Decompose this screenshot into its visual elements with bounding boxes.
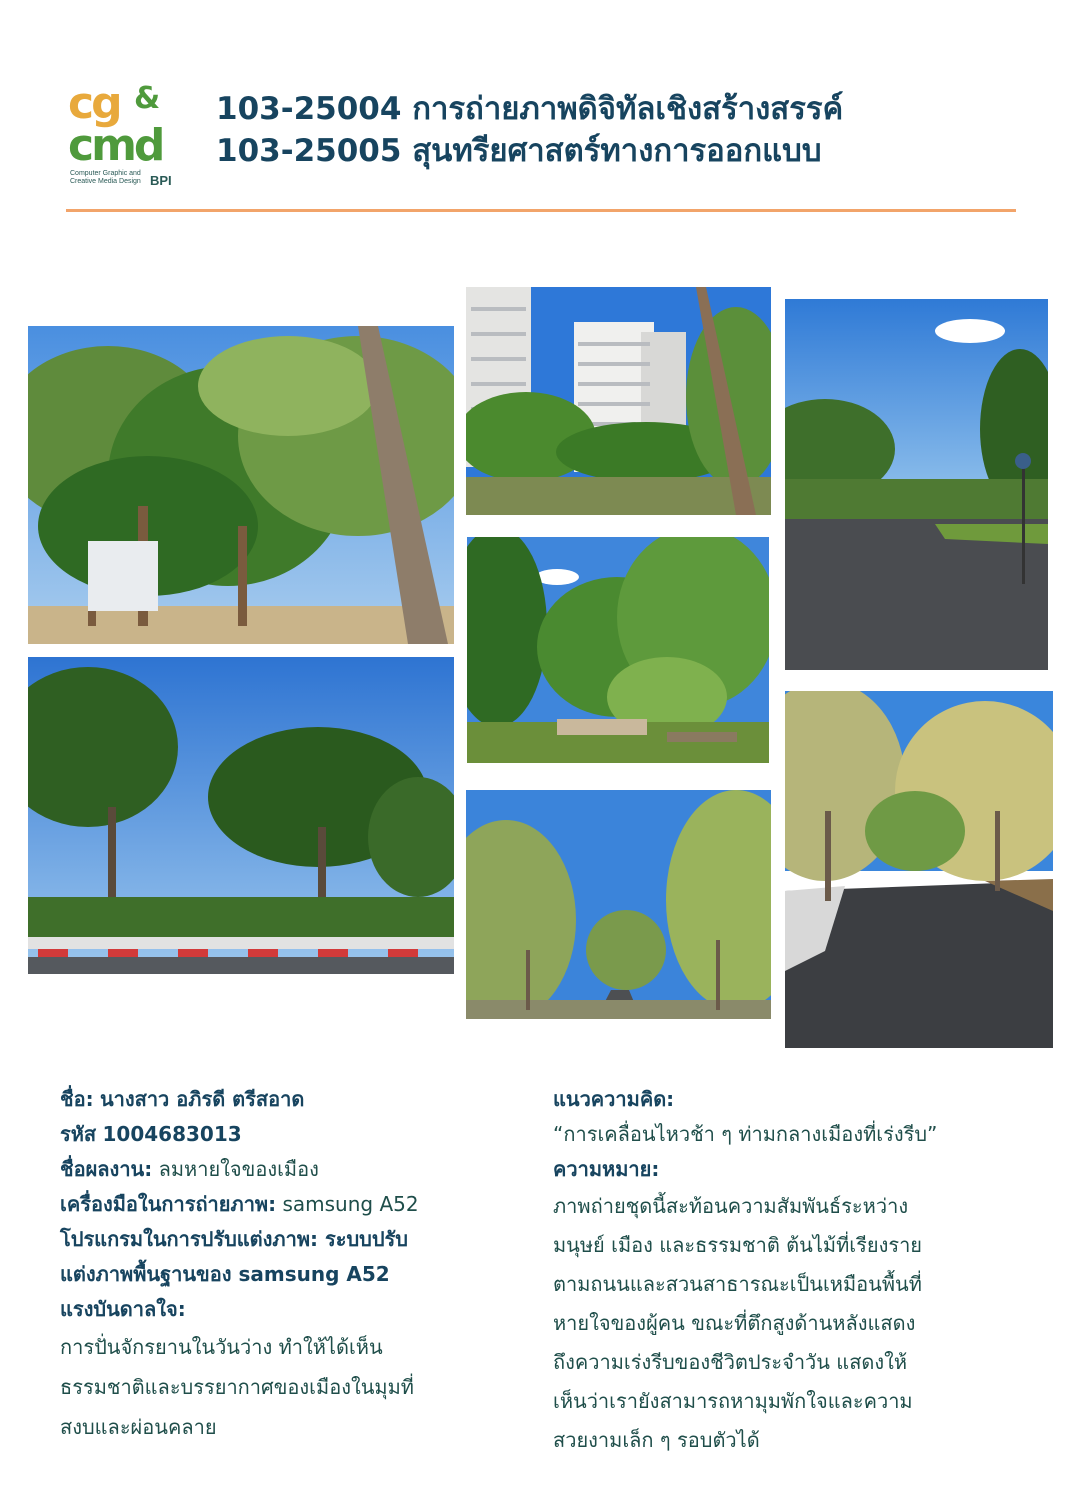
page-title (216, 88, 843, 172)
meaning-line-6: เห็นว่าเรายังสามารถหามุมพักใจและความ (553, 1389, 913, 1413)
editing-program-line-2: แต่งภาพพื้นฐานของ samsung A52 (60, 1262, 390, 1286)
id-label: รหัส (60, 1122, 97, 1146)
meaning-line-1: ภาพถ่ายชุดนี้สะท้อนความสัมพันธ์ระหว่าง (553, 1194, 909, 1218)
inspiration-line-1: การปั่นจักรยานในวันว่าง ทำให้ได้เห็น (60, 1335, 383, 1359)
photo-bamboo-park (467, 537, 769, 763)
meaning-line-2: มนุษย์ เมือง และธรรมชาติ ต้นไม้ที่เรียงราย (553, 1233, 923, 1257)
logo-cg-text: cg (68, 78, 120, 129)
meaning-label: ความหมาย: (553, 1157, 660, 1181)
logo-ampersand: & (134, 81, 161, 116)
meaning-line-3: ตามถนนและสวนสาธารณะเป็นเหมือนพื้นที่ (553, 1272, 922, 1296)
id-value: 1004683013 (102, 1122, 242, 1146)
concept-info (553, 1082, 1033, 1460)
logo-bpi: BPI (150, 173, 172, 188)
course-title-1: 103-25004 การถ่ายภาพดิจิทัลเชิงสร้างสรรค์ (216, 91, 844, 127)
name-label: ชื่อ: (60, 1087, 94, 1111)
photo-avenue-trees (466, 790, 771, 1019)
logo-subtitle: Computer Graphic and Creative Media Design (70, 170, 141, 185)
editing-program-line-1: โปรแกรมในการปรับแต่งภาพ: ระบบปรับ (60, 1227, 408, 1251)
name-value: นางสาว อภิรดี ตรีสอาด (99, 1087, 305, 1111)
photo-empty-road (785, 299, 1048, 670)
logo-cmd-text: cmd (68, 120, 163, 171)
meaning-line-5: ถึงความเร่งรีบของชีวิตประจำวัน แสดงให้ (553, 1350, 908, 1374)
work-title-value: ลมหายใจของเมือง (158, 1157, 319, 1181)
camera-row (60, 1187, 520, 1222)
inspiration-label: แรงบันดาลใจ: (60, 1297, 186, 1321)
meaning-line-7: สวยงามเล็ก ๆ รอบตัวได้ (553, 1428, 760, 1452)
meaning-line-4: หายใจของผู้คน ขณะที่ตึกสูงด้านหลังแสดง (553, 1311, 916, 1335)
concept-value: “การเคลื่อนไหวช้า ๆ ท่ามกลางเมืองที่เร่งรีบ” (553, 1122, 938, 1146)
photo-condo-towers (466, 287, 771, 515)
student-info (60, 1082, 520, 1447)
inspiration-line-2: ธรรมชาติและบรรยากาศของเมืองในมุมที่ (60, 1375, 414, 1399)
work-title-row (60, 1152, 520, 1187)
header-divider (66, 209, 1016, 212)
photo-roadside-trees (28, 657, 454, 974)
photo-trees-wide (28, 326, 454, 644)
name-row (60, 1082, 520, 1117)
camera-value: samsung A52 (282, 1192, 419, 1216)
cgcmd-logo (68, 78, 186, 194)
work-title-label: ชื่อผลงาน: (60, 1157, 153, 1181)
concept-label: แนวความคิด: (553, 1087, 675, 1111)
id-row (60, 1117, 520, 1152)
camera-label: เครื่องมือในการถ่ายภาพ: (60, 1192, 277, 1216)
course-title-2: 103-25005 สุนทรียศาสตร์ทางการออกแบบ (216, 133, 822, 169)
photo-shaded-road (785, 691, 1053, 1048)
inspiration-line-3: สงบและผ่อนคลาย (60, 1415, 217, 1439)
